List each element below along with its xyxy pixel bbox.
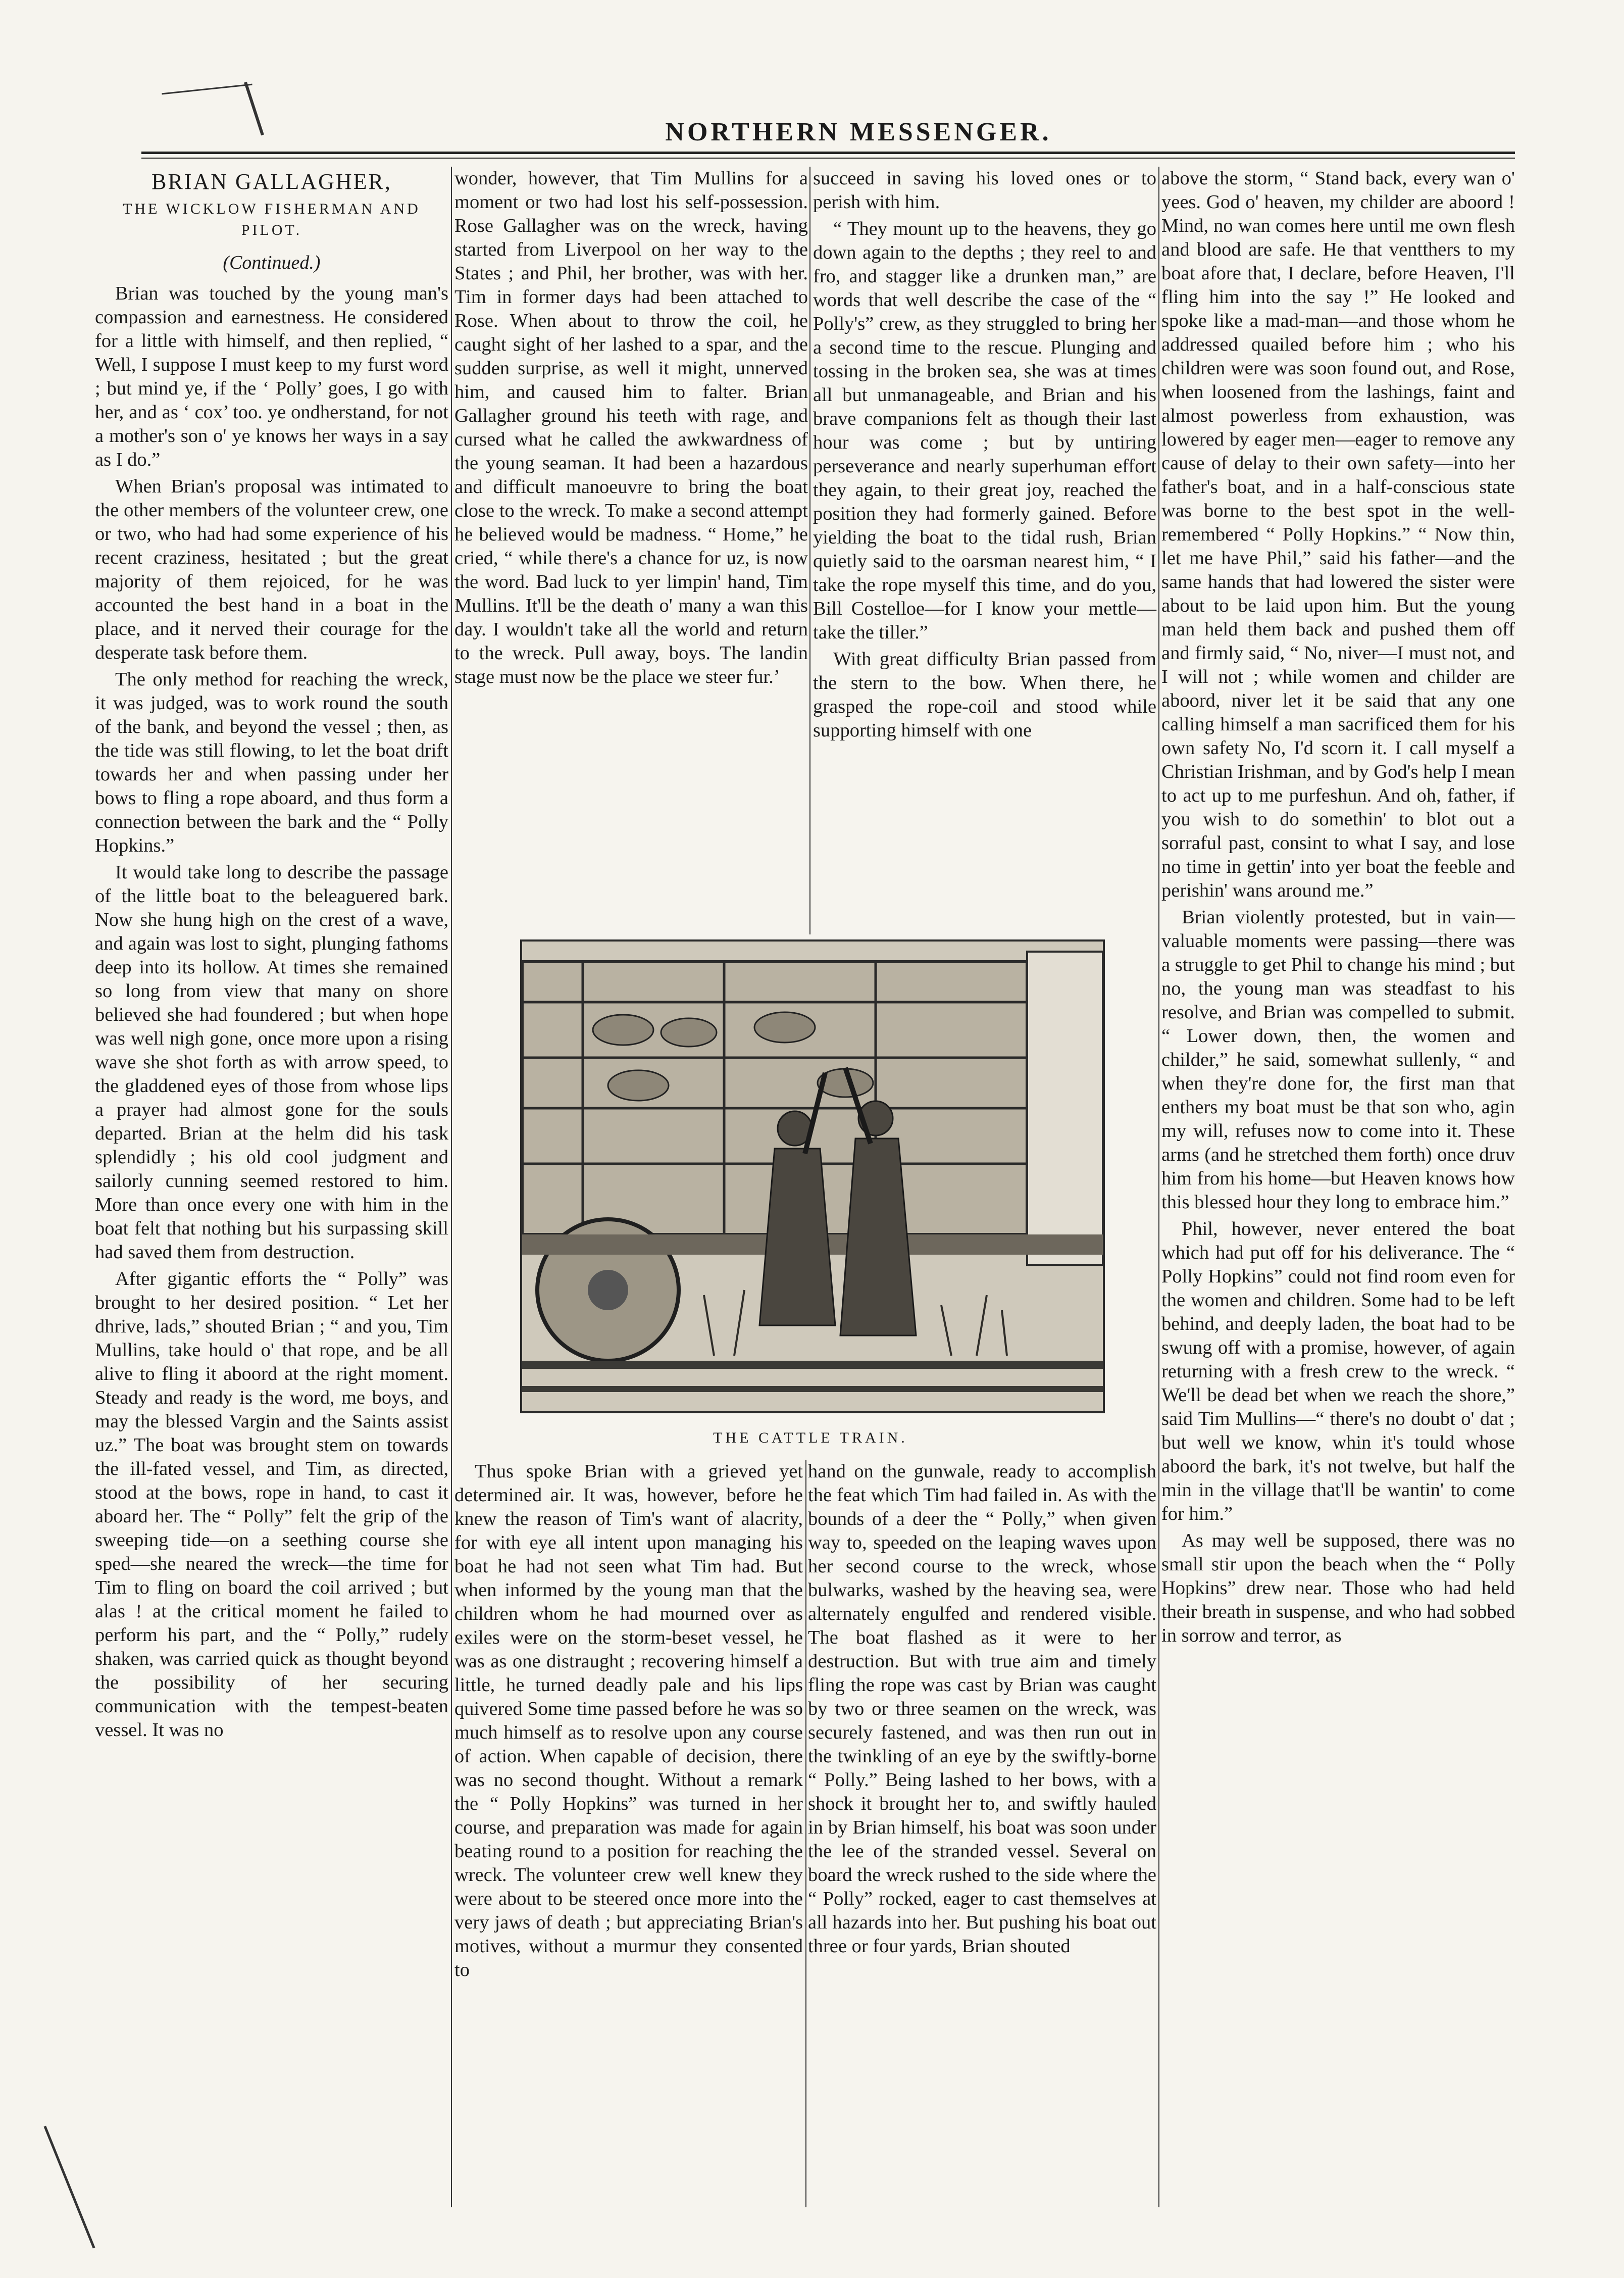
column-divider — [805, 1460, 806, 2207]
paragraph: When Brian's proposal was intimated to the other members of the volunteer crew, one or two, who had had some experience of his recent craziness, hesitated ; but the great majority of them rejoiced, for he was accounted the best hand in a boat in the place, and it nerved their courage for the desperate task before them. — [95, 476, 448, 663]
article-title: BRIAN GALLAGHER, — [151, 169, 392, 194]
paragraph: The only method for reaching the wreck, it was judged, was to work round the south of the bank, and beyond the vessel ; then, as the tide was still flowing, to let the boat drift towards her and when passing under her bows to fling a rope aboard, and thus form a connection between the bark and the “ Polly Hopkins.” — [95, 669, 448, 856]
paragraph: above the storm, “ Stand back, every wan o' yees. God o' heaven, my childer are aboord ! Mind, no wan comes here until me own flesh and blood are safe. He that ventthers to my boat afore that, I declare, before Heaven, I'll fling him into the say !” He looked and spoke like a mad-man—and those whom he addressed quailed before him ; who his children were was soon found out, and Rose, when loosened from the lashings, faint and almost powerless from exhaustion, was lowered by eager men—eager to remove any cause of delay to their own safety—into her father's boat, and in a half-conscious state was borne to the best spot in the well-remembered “ Polly Hopkins.” “ Now thin, let me have Phil,” said his father—and the same hands that had lowered the sister were about to be laid upon him. But the young man held them back and pushed them off and firmly said, “ No, niver—I must not, and I will not ; while women and childer are aboord, niver let it be said that any one calling himself a man sacrificed them for his own safety No, I'd scorn it. I call myself a Christian Irishman, and by God's help I mean to act up to me purfeshun. And oh, father, if you wish to do somethin' to blot out a sorraful past, consint to what I say, and lose no time in gettin' into yer boat the feeble and perishin' wans around me.” — [1161, 168, 1515, 901]
article-column-2-lower — [454, 1460, 803, 2207]
masthead-title: NORTHERN MESSENGER. — [665, 118, 1052, 146]
scan-mark — [43, 2126, 95, 2249]
scan-mark — [162, 84, 252, 95]
continued-note: (Continued.) — [223, 252, 321, 273]
paragraph: succeed in saving his loved ones or to perish with him. — [813, 168, 1156, 213]
column-divider — [809, 167, 810, 934]
paragraph: As may well be supposed, there was no small stir upon the beach when the “ Polly Hopkins” drew near. Those who had held their breath in suspense, and who had sobbed in sorrow and terror, as — [1161, 1530, 1515, 1646]
paragraph: wonder, however, that Tim Mullins for a moment or two had lost his self-possession. Rose Gallagher was on the wreck, having started from Liverpool on her way to the States ; and Phil, her brother, was with her. Tim in former days had been attached to Rose. When about to throw the coil, he caught sight of her lashed to a spar, and the sudden surprise, as well it might, unnerved him, and caused him to falter. Brian Gallagher ground his teeth with rage, and cursed what he called the awkwardness of the young seaman. It had been a hazardous and difficult manoeuvre to bring the boat close to the wreck. To make a second attempt he believed would be madness. “ Home,” he cried, “ while there's a chance for uz, is now the word. Bad luck to yer limpin' hand, Tim Mullins. It'll be the death o' many a wan this day. I wouldn't take all the world and return to the wreck. Pull away, boys. The landin stage must now be the place we steer fur.’ — [454, 168, 808, 687]
article-column-3-lower — [808, 1460, 1156, 2207]
column-divider — [451, 167, 452, 2207]
paragraph: “ They mount up to the heavens, they go down again to the depths ; they reel to and fro, and stagger like a drunken man,” are words that well describe the case of the “ Polly's” crew, as they struggled to bring her a second time to the rescue. Plunging and tossing in the broken sea, she was at times all but unmanageable, and Brian and his brave companions felt as though their last hour was come ; but by untiring perseverance and nearly superhuman effort they again, to their great joy, reached the position they had formerly gained. Before yielding the boat to the tidal rush, Brian quietly said to the oarsman nearest him, “ I take the rope myself this time, and do you, Bill Costelloe—for I know your mettle—take the tiller.” — [813, 218, 1156, 643]
paragraph: hand on the gunwale, ready to accomplish the feat which Tim had failed in. As with the bounds of a deer the “ Polly,” when given way to, speeded on the leaping waves upon her second course to the wreck, whose bulwarks, washed by the heaving sea, were alternately engulfed and rendered visible. The boat flashed as it were to her destruction. But with true aim and timely fling the rope was cast by Brian was caught by two or three seamen on the wreck, was securely fastened, and was then run out in the twinkling of an eye by the swiftly-borne “ Polly.” Being lashed to her bows, with a shock it brought her to, and swiftly hauled in by Brian himself, his boat was soon under the lee of the stranded vessel. Several on board the wreck rushed to the side where the “ Polly” rocked, eager to cast themselves at all hazards into her. But pushing his boat out three or four yards, Brian shouted — [808, 1461, 1156, 1957]
article-subtitle: THE WICKLOW FISHERMAN AND PILOT. — [123, 201, 421, 238]
illustration-caption: THE CATTLE TRAIN. — [713, 1429, 908, 1446]
paragraph: It would take long to describe the passage of the little boat to the beleaguered bark. Now she hung high on the crest of a wave, and again was lost to sight, plunging fathoms deep into its hollow. At times she remained so long from view that many on shore believed she had foundered ; but when hope was well nigh gone, once more upon a rising wave she shot forth as with arrow speed, to the gladdened eyes of those from whose lips a prayer had almost gone for the souls departed. Brian at the helm did his task splendidly ; his old cool judgment and sailorly cunning seemed restored to him. More than once every one with him in the boat felt that nothing but his surpassing skill had saved them from destruction. — [95, 862, 448, 1263]
scan-mark — [244, 82, 264, 135]
paragraph: Phil, however, never entered the boat which had put off for his deliverance. The “ Polly Hopkins” could not find room even for the women and children. Some had to be left behind, and deeply laden, the boat had to be swung off with a promise, however, of again returning with a fresh crew to the wreck. “ We'll be dead bet when we reach the shore,” said Tim Mullins—“ there's no doubt o' dat ; but well we know, whin it's tould whose aboord the bark, it's not twelve, but half the min in the village that'll be wantin' to come for him.” — [1161, 1218, 1515, 1524]
paragraph: Thus spoke Brian with a grieved yet determined air. It was, however, before he knew the reason of Tim's want of alacrity, for with eye all intent upon managing his boat he had not seen what Tim had. But when informed by the young man that the children whom he had mourned over as exiles were on the storm-beset vessel, he was as one distraught ; recovering himself a little, he turned deadly pale and his lips quivered Some time passed before he was so much himself as to resolve upon any course of action. When capable of decision, there was no second thought. Without a remark the “ Polly Hopkins” was turned in her course, and preparation was made for again beating round to a position for reaching the wreck. The volunteer crew well knew they were about to be steered once more into the very jaws of death ; but appreciating Brian's motives, without a murmur they consented to — [454, 1461, 803, 1980]
article-column-2 — [454, 167, 808, 934]
paragraph: Brian was touched by the young man's compassion and earnestness. He considered for a little with himself, and then replied, “ Well, I suppose I must keep to my furst word ; but mind ye, if the ‘ Polly’ goes, I go with her, and as ‘ cox’ too. ye ondherstand, for not a mother's son o' ye knows her ways in a say as I do.” — [95, 283, 448, 470]
illustration-cattle-train — [520, 939, 1105, 1413]
article-column-3 — [813, 167, 1156, 934]
masthead-rule — [141, 152, 1515, 154]
paragraph: With great difficulty Brian passed from the stern to the bow. When there, he grasped the rope-coil and stood while supporting himself with one — [813, 649, 1156, 741]
masthead-rule-thin — [141, 158, 1515, 159]
engraving-image — [522, 942, 1103, 1411]
column-divider — [1158, 167, 1159, 2207]
article-column-4 — [1161, 167, 1515, 2207]
paragraph: After gigantic efforts the “ Polly” was brought to her desired position. “ Let her dhrive, lads,” shouted Brian ; “ and you, Tim Mullins, take hould o' that rope, and be all alive to fling it aboord at the right moment. Steady and ready is the word, me boys, and may the blessed Vargin and the Saints assist uz.” The boat was brought stem on towards the ill-fated vessel, and Tim, as directed, stood at the bows, rope in hand, to cast it aboard her. The “ Polly” felt the grip of the sweeping tide—on a seething course she sped—she neared the wreck—the time for Tim to fling on board the coil arrived ; but alas ! at the critical moment he failed to perform his part, and the “ Polly,” rudely shaken, was carried quick as thought beyond the possibility of her securing communication with the tempest-beaten vessel. It was no — [95, 1268, 448, 1741]
article-column-1 — [95, 167, 448, 2207]
paragraph: Brian violently protested, but in vain—valuable moments were passing—there was a struggle to get Phil to change his mind ; but no, the young man was steadfast to his resolve, and Brian was compelled to submit. “ Lower down, then, the women and childer,” he said, somewhat sullenly, “ and when they're done for, the first man that enthers my boat must be that son who, agin my will, refuses now to come into it. These arms (and he stretched them forth) once druv him from his home—but Heaven knows how this blessed hour they long to embrace him.” — [1161, 907, 1515, 1213]
